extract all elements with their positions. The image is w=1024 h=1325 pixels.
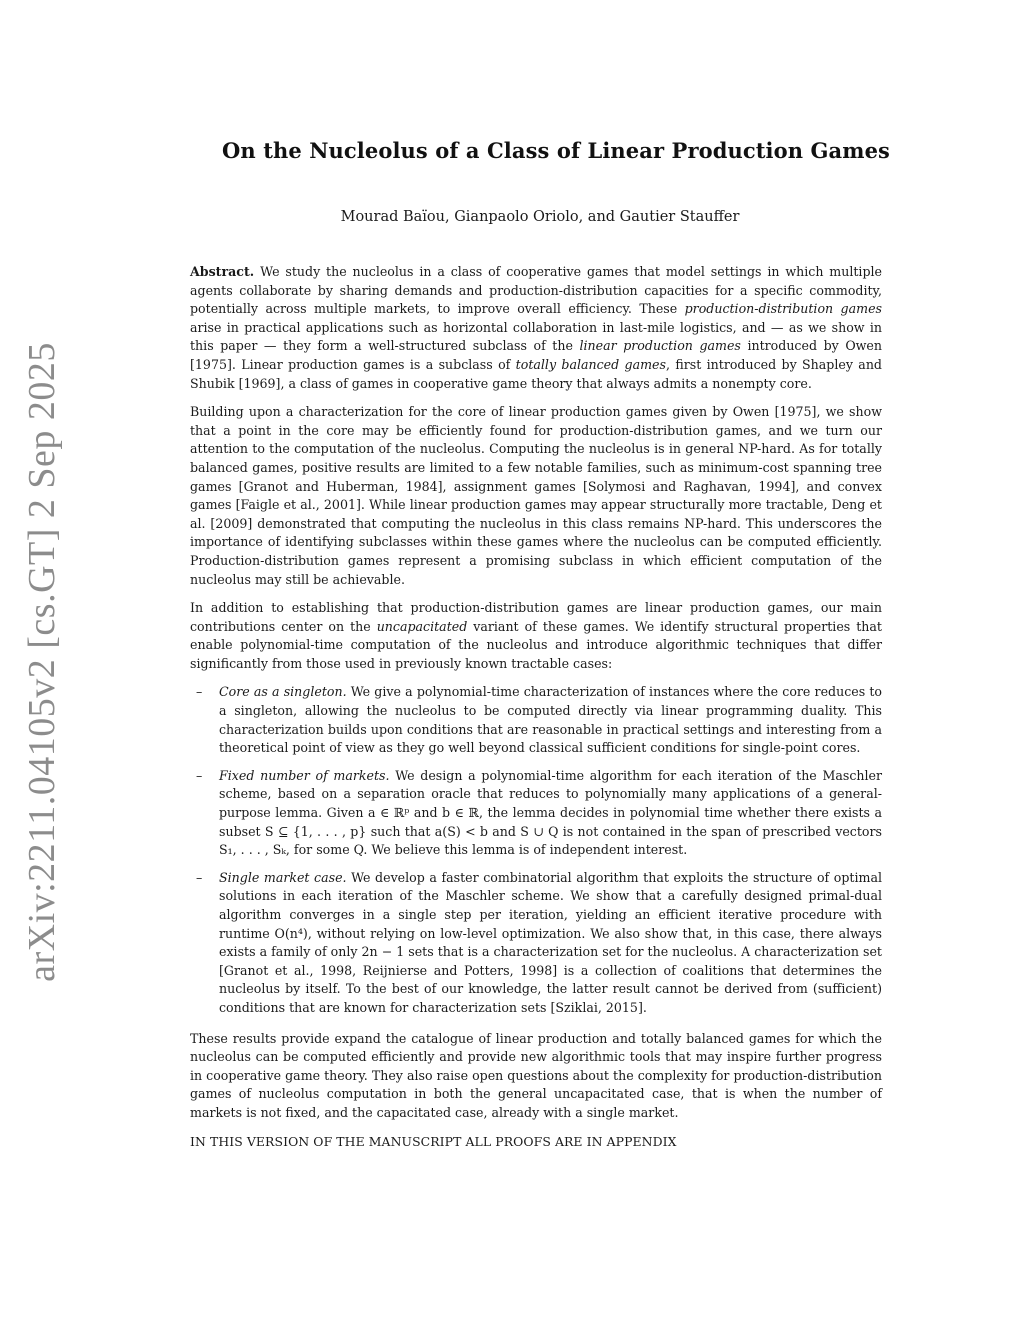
bullet-text: We develop a faster combinatorial algorithm that exploits the structure of optimal solutions in each iteration of the Maschler scheme. We show that a carefully designed primal-dual algorithm converges in a single step per iteration, yielding an efficient iterative procedure with runtime O(n⁴), without relying on low-level optimization. We also show that, in this case, there always exists a family of only 2n − 1 sets that is a characterization set for the nucleolus. A characterization set [Granot et al., 1998, Reijnierse and Potters, 1998] is a collection of coalitions that determines the nucleolus by itself. To the best of our knowledge, the latter result cannot be derived from (sufficient) conditions that are known for characterization sets [Sziklai, 2015]. [219,869,882,1015]
abstract-text: introduced by Owen [1975]. Linear production games is a subclass of [190,338,882,372]
bullet-heading: Single market case. [219,869,347,885]
arxiv-identifier-stamp: arXiv:2211.04105v2 [cs.GT] 2 Sep 2025 [21,342,63,982]
abstract-paragraph-4: These results provide expand the catalogue of linear production and totally balanced games for which the nucleolus can be computed efficiently and provide new algorithmic tools that may inspire further progress in cooperative game theory. They also raise open questions about the complexity for production-distribution games of nucleolus computation in both the general uncapacitated case, that is when the number of markets is not fixed, and the capacitated case, already with a single market. [190,1030,882,1120]
abstract-label: Abstract. [190,264,255,279]
emphasis-term: uncapacitated [376,618,468,634]
emphasis-term: production-distribution games [684,301,882,317]
bullet-heading: Fixed number of markets. [219,767,390,783]
bullet-dash: – [196,869,203,885]
list-item [190,683,882,757]
abstract-text: variant of these games. We identify structural properties that enable polynomial-time computation of the nucleolus and introduce algorithmic techniques that differ significantly from those used in previously known tractable cases: [190,618,882,671]
emphasis-term: linear production games [579,338,741,354]
abstract-text: arise in practical applications such as horizontal collaboration in last-mile logistics, and — as we show in this paper — they form a well-structured subclass of the [190,319,882,354]
abstract-paragraph-2: Building upon a characterization for the core of linear production games given by Owen [1975], we show that a point in the core may be efficiently found for production-distribution games, and we turn our attention to the computation of the nucleolus. Computing the nucleolus is in general NP-hard. As for totally balanced games, positive results are limited to a few notable families, such as minimum-cost spanning tree games [Granot and Huberman, 1984], assignment games [Solymosi and Raghavan, 1994], and convex games [Faigle et al., 2001]. While linear production games may appear structurally more tractable, Deng et al. [2009] demonstrated that computing the nucleolus in this class remains NP-hard. This underscores the importance of identifying subclasses within these games where the nucleolus can be computed efficiently. Production-distribution games represent a promising subclass in which efficient computation of the nucleolus may still be achievable. [190,404,882,587]
bullet-dash: – [196,684,203,700]
paper-title: On the Nucleolus of a Class of Linear Production Games [222,138,890,163]
bullet-heading: Core as a singleton. [219,684,347,700]
contributions-list [190,683,882,1017]
appendix-notice: IN THIS VERSION OF THE MANUSCRIPT ALL PROOFS ARE IN APPENDIX [190,1133,677,1149]
abstract [190,263,882,1151]
list-item [190,767,882,860]
paper-authors: Mourad Baïou, Gianpaolo Oriolo, and Gautier Stauffer [340,209,740,225]
list-item [190,869,882,1018]
abstract-text: We study the nucleolus in a class of cooperative games that model settings in which multiple agents collaborate by sharing demands and production-distribution capacities for a specific commodity, potentially across multiple markets, to improve overall efficiency. These [190,264,882,317]
abstract-paragraph-1 [190,263,882,393]
abstract-text: In addition to establishing that production-distribution games are linear production games, our main contributions center on the [190,600,882,634]
emphasis-term: totally balanced games [515,356,666,372]
bullet-dash: – [196,767,203,783]
bullet-text: We give a polynomial-time characterization of instances where the core reduces to a singleton, allowing the nucleolus to be computed directly via linear programming duality. This characterization builds upon conditions that are reasonable in practical settings and interesting from a theoretical point of view as they go well beyond classical sufficient conditions for single-point cores. [219,684,882,756]
paper-first-page [190,138,890,1161]
abstract-text: , first introduced by Shapley and Shubik [1969], a class of games in cooperative game theory that always admits a nonempty core. [190,356,882,391]
bullet-text: We design a polynomial-time algorithm for each iteration of the Maschler scheme, based on a separation oracle that reduces to polynomially many applications of a general-purpose lemma. Given a ∈ ℝᵖ and b ∈ ℝ, the lemma decides in polynomial time whether there exists a subset S ⊆ {1, . . . , p} such that a(S) < b and S ∪ Q is not contained in the span of prescribed vectors S₁, . . . , Sₖ, for some Q. We believe this lemma is of independent interest. [219,767,882,858]
abstract-paragraph-3 [190,599,882,673]
